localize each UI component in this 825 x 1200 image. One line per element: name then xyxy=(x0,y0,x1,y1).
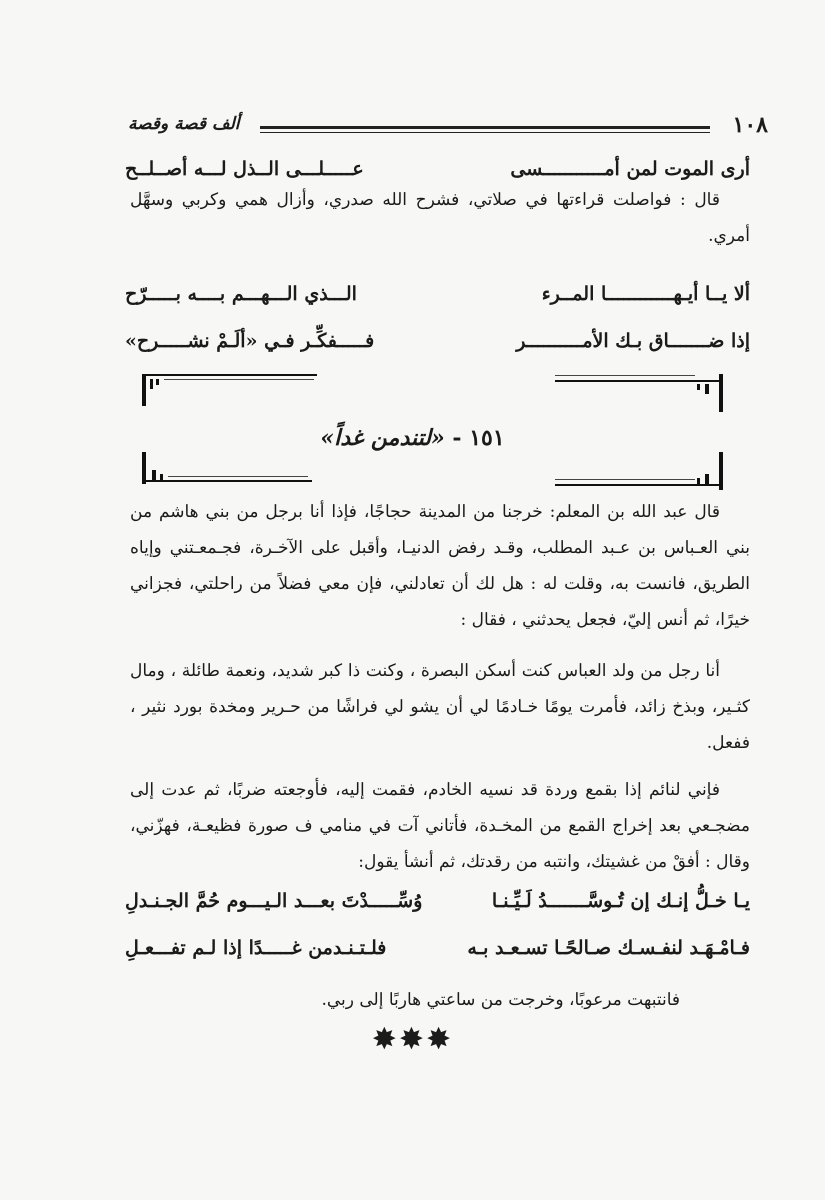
section-heading xyxy=(0,425,825,451)
verse-line xyxy=(125,330,750,366)
paragraph: أنا رجل من ولد العباس كنت أسكن البصرة ، وكنت ذا كبر شديد، ونعمة طائلة ، ومال كثـير، وبذخ زائد، فأمرت يومًا خـادمًا لي أن يشو لي فراشًا من حـرير ومخدة بورد نثير ، ففعل. xyxy=(130,661,750,753)
book-title: ألف قصة وقصة xyxy=(128,114,240,134)
verse-line xyxy=(125,283,750,319)
verse-line xyxy=(125,937,750,973)
verse-second-hemistich: الـــذي الـــهـــم بــــه بـــــرّح xyxy=(125,283,357,305)
ornament-bottom-left xyxy=(140,450,320,490)
ornament-bottom-right xyxy=(545,450,725,490)
verse-first-hemistich: أرى الموت لمن أمـــــــــــسى xyxy=(510,158,750,180)
ornament-top-right xyxy=(545,372,725,412)
section-number: ١٥١ - xyxy=(452,425,505,451)
section-end-stars-icon: ✸✸✸ xyxy=(371,1022,454,1057)
page-header xyxy=(128,112,768,142)
verse-first-hemistich: فـامْـهَـد لنفـسـك صـالحًـا تسـعـد بـه xyxy=(467,937,750,959)
ornament-top-left xyxy=(140,372,320,412)
verse-first-hemistich: إذا ضـــــــاق بـك الأمــــــــــر xyxy=(516,330,750,352)
verse-second-hemistich: فـــــفكِّـر فـي «ألَـمْ نشـــــرح» xyxy=(125,330,375,352)
page-number: ١٠٨ xyxy=(732,112,768,138)
header-rule xyxy=(260,126,710,133)
paragraph: فإني لنائم إذا بقمع وردة قد نسيه الخادم، فقمت إليه، فأوجعته ضربًا، ثم عدت إلى مضجـعي بعد إخراج القمع من المخـدة، فأتاني آت في منامي ف صورة فظيعـة، فهزّني، وقال : أفقْ من غشيتك، وانتبه من رقدتك، ثم أنشأ يقول: xyxy=(130,780,750,872)
paragraph: قال : فواصلت قراءتها في صلاتي، فشرح الله صدري، وأزال همي وكربي وسهَّل أمري. xyxy=(130,190,750,246)
paragraph: قال عبد الله بن المعلم: خرجنا من المدينة حجاجًا، فإذا أنا برجل من بني هاشم من بني العـباس بن عـبد المطلب، وقـد رفض الدنيـا، وأقبل على الآخـرة، فجـمعـتني وإياه الطريق، فانست به، وقلت له : هل لك أن تعادلني، فإن معي فضلاً من راحلتي، فجزاني خيرًا، ثم أنس إليّ، فجعل يحدثني ، فقال : xyxy=(130,502,750,630)
verse-first-hemistich: يـا خـلُّ إنـك إن تُـوسَّـــــــدُ لَـيِّـنـا xyxy=(491,890,750,912)
verse-first-hemistich: ألا يــا أيـهــــــــــــا المــرء xyxy=(541,283,750,305)
verse-line xyxy=(125,890,750,926)
paragraph: فانتبهت مرعوبًا، وخرجت من ساعتي هاربًا إلى ربي. xyxy=(321,990,680,1010)
section-title: «لتندمن غداً» xyxy=(320,425,445,451)
verse-second-hemistich: وُسِّـــــدْتَ بعـــد الـيـــوم حُمَّ الجـنـدلِ xyxy=(125,890,423,912)
verse-second-hemistich: عـــــلـــى الــذل لـــه أصــلــح xyxy=(125,158,364,180)
verse-second-hemistich: فلـتـنـدمن غـــــدًا إذا لـم تفـــعـلِ xyxy=(125,937,387,959)
